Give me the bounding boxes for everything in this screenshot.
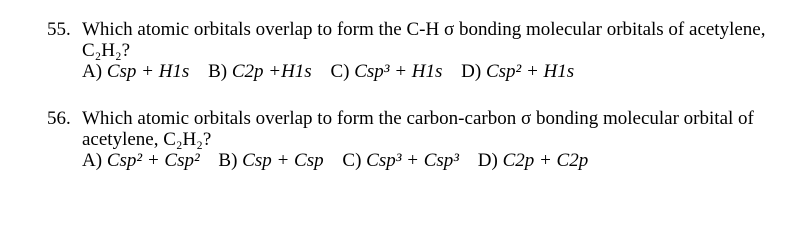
choice-d-text: C2p + C2p bbox=[502, 150, 589, 171]
choice-c-text: Csp³ + Csp³ bbox=[366, 150, 459, 171]
choice-a-text: Csp² + Csp² bbox=[106, 150, 200, 171]
choice-a-label: A) bbox=[82, 61, 103, 82]
choice-b-text: C2p +H1s bbox=[231, 61, 312, 82]
choice-c-label: C) bbox=[342, 150, 362, 171]
choice-b-label: B) bbox=[218, 150, 238, 171]
question-number: 56. bbox=[47, 108, 71, 129]
choice-c-text: Csp³ + H1s bbox=[354, 61, 443, 82]
question-text: Which atomic orbitals overlap to form the C-H σ bonding molecular orbitals of acetylene, C₂H₂? bbox=[82, 19, 766, 61]
question-56 bbox=[47, 108, 801, 171]
choice-b-label: B) bbox=[208, 61, 228, 82]
choice-d-text: Csp² + H1s bbox=[485, 61, 575, 82]
choice-a-text: Csp + H1s bbox=[106, 61, 190, 82]
choice-b-text: Csp + Csp bbox=[242, 150, 324, 171]
choice-d-label: D) bbox=[461, 61, 482, 82]
choice-c-label: C) bbox=[330, 61, 350, 82]
answer-choices bbox=[82, 150, 801, 171]
choice-a-label: A) bbox=[82, 150, 103, 171]
question-55 bbox=[47, 19, 801, 82]
choice-d-label: D) bbox=[477, 150, 498, 171]
answer-choices bbox=[82, 61, 801, 82]
question-text: Which atomic orbitals overlap to form the carbon-carbon σ bonding molecular orbital of acetylene, C₂H₂? bbox=[82, 108, 754, 150]
question-number: 55. bbox=[47, 19, 71, 40]
